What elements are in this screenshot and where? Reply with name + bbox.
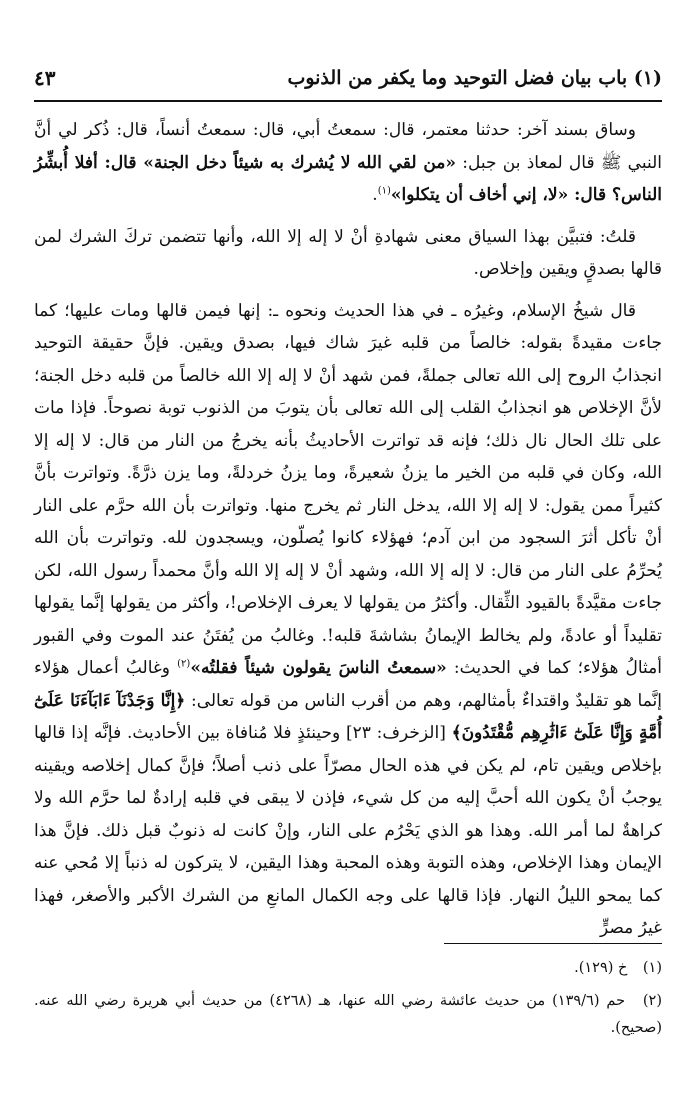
footnote-marker: (١) — [642, 960, 662, 976]
text-segment: قلتُ: فتبيَّن بهذا السياق معنى شهادةِ أنْ لا إله إلا الله، وأنها تتضمن تركَ الشرك لمن قالها بصدقٍ ويقين وإخلاص. — [34, 226, 662, 279]
footnote — [34, 955, 662, 982]
chapter-title: (١) باب بيان فضل التوحيد وما يكفر من الذنوب — [287, 67, 662, 89]
footnote-ref: (٢) — [177, 658, 191, 670]
text-segment: . — [372, 185, 378, 205]
footnote-text: حم (١٣٩/٦) من حديث عائشة رضي الله عنها، هـ (٤٢٦٨) من حديث أبي هريرة رضي الله عنه. (صحيح). — [34, 993, 662, 1036]
emphasized-text: «سمعتُ الناسَ يقولون شيئاً فقلتُه» — [190, 658, 447, 678]
footnote-marker: (٢) — [642, 993, 662, 1009]
main-text — [34, 114, 662, 954]
paragraph — [34, 221, 662, 286]
footnote-divider — [444, 943, 662, 944]
footnote-ref: (١) — [377, 185, 391, 197]
footnote-text: خ (١٢٩). — [574, 960, 632, 976]
header-divider — [34, 100, 662, 102]
emphasized-text: ﴿إِنَّا وَجَدْنَآ ءَابَآءَنَا عَلَىٰٓ أُمَّةٍ وَإِنَّا عَلَىٰٓ ءَاثَٰرِهِم مُّقْتَدُونَ﴾ — [34, 690, 662, 743]
text-segment: قال شيخُ الإسلام، وغيرُه ـ في هذا الحديث ونحوه ـ: إنها فيمن قالها ومات عليها؛ كما جاءت مقيدةً بقوله: خالصاً من قلبه غيرَ شاك فيها، بصدق ويقين. فإنَّ حقيقة التوحيد انجذابُ الروح إلى الله تعالى جملةً، فمن شهد أنْ لا إله إلا الله خالصاً من قلبه دخل الجنة؛ لأنَّ الإخلاص هو انجذابُ القلب إلى الله تعالى بأن يتوبَ من الذنوب توبة نصوحاً. فإذا مات على تلك الحال نال ذلك؛ فإنه قد تواترت الأحاديثُ بأنه يخرجُ من النار من قال: لا إله إلا الله، وكان في قلبه من الخير ما يزنُ شعيرةً، وما يزنُ خردلةً، وما يزن ذرَّةً. وتواترت بأنَّ كثيراً ممن يقول: لا إله إلا الله، يدخل النار ثم يخرج منها. وتواترت بأن الله حرَّم على النار أنْ تأكل أثرَ السجود من ابن آدم؛ فهؤلاء كانوا يُصلّون، ويسجدون لله. وتواترت بأن الله يُحرِّمُ على النار من قال: لا إله إلا الله، وشهد أنْ لا إله إلا الله وأنَّ محمداً رسول الله، لكن جاءت مقيَّدةً بالقيود الثِّقال. وأكثرُ من يقولها لا يعرف الإخلاص!، وأكثر من يقولها إنَّما يقولها تقليداً أو عادةً، ولم يخالط الإيمانُ بشاشةَ قلبه!. وغالبُ من يُفتَنُ عند الموت وفي القبور أمثالُ هؤلاء؛ كما في الحديث: — [34, 300, 662, 678]
text-segment: وساق بسند آخر: حدثنا معتمر، قال: سمعتُ أبي، قال: سمعتُ أنساً، قال: ذُكر لي أنَّ النبي ﷺ قال لمعاذ بن جبل: — [34, 120, 662, 173]
page-number: ٤٣ — [34, 66, 56, 90]
footnotes — [34, 955, 662, 1048]
emphasized-text: «من لقي الله لا يُشرك به شيئاً دخل الجنة» قال: أفلا أُبشِّرُ الناس؟ قال: «لا، إني أخاف أن يتكلوا» — [34, 152, 662, 205]
footnote — [34, 988, 662, 1042]
page-header — [34, 58, 662, 98]
text-segment: [الزخرف: ٢٣] وحينئذٍ فلا مُنافاة بين الأحاديث. فإنَّه إذا قالها بإخلاص ويقين تام، لم يكن في هذه الحال مصرّاً على ذنب أصلاً؛ فإنَّ كمال إخلاصه ويقينه يوجبُ أنْ يكون الله أحبَّ إليه من كل شيء، فإذن لا يبقى في قلبه إرادةٌ لما حرَّم الله ولا كراهةٌ لما أمر الله. وهذا هو الذي يَحْرُم على النار، وإنْ كانت له ذنوبٌ قبل ذلك. فإنَّ هذا الإيمان وهذا الإخلاص، وهذه التوبة وهذه المحبة وهذا اليقين، لا يتركون له ذنباً إلا مُحي عنه كما يمحو الليلُ النهار. فإذا قالها على وجه الكمال المانعِ من الشرك الأكبر والأصغر، فهذا غيرُ مصرٍّ — [34, 723, 662, 938]
paragraph — [34, 114, 662, 212]
text-segment: وغالبُ أعمال هؤلاء إنَّما هو تقليدٌ واقتداءٌ بأمثالهم، وهم من أقرب الناس من قوله تعالى: — [34, 658, 662, 711]
paragraph — [34, 295, 662, 945]
